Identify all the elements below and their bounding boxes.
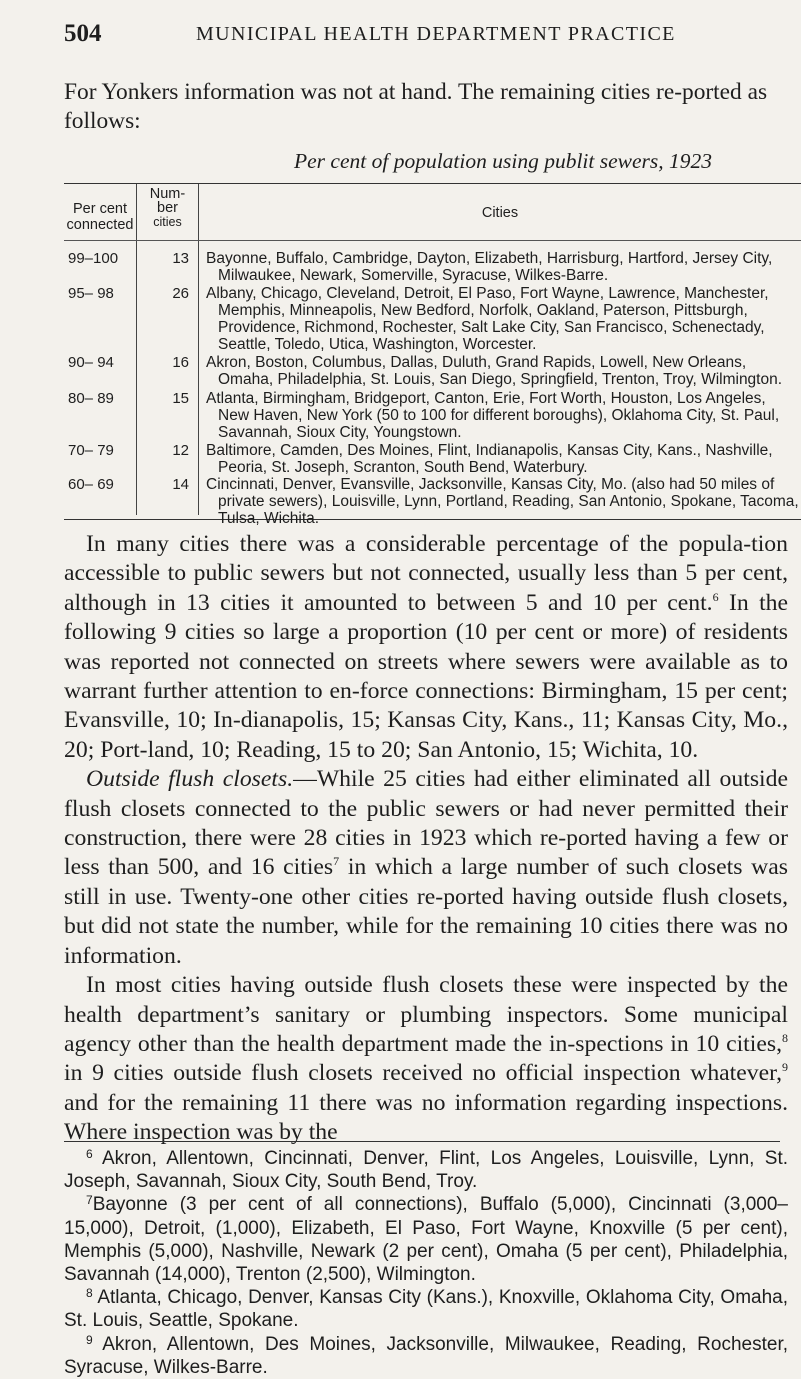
row-percent: 90– 94	[68, 354, 114, 371]
text-run: in which a large number of such closets was still in use. Twenty-one other cities re-ported having outside flush closets, but did not state the number, while for the remaining 10 cities there was no information.	[64, 854, 788, 969]
footnote-ref: 7	[333, 854, 340, 869]
header-text: Num-	[149, 186, 186, 202]
row-cities: Cincinnati, Denver, Evansville, Jacksonville, Kansas City, Mo. (also had 50 miles of private sewers), Louisville, Lynn, Portland, Reading, San Antonio, Spokane, Tacoma, Tulsa, Wichita.	[206, 476, 799, 527]
footnote-text: Akron, Allentown, Des Moines, Jacksonville, Milwaukee, Reading, Rochester, Syracuse, Wilkes-Barre.	[64, 1333, 788, 1378]
row-count: 15	[172, 390, 189, 407]
table-caption: Per cent of population using publit sewers, 1923	[294, 149, 713, 173]
sewer-table	[64, 183, 801, 527]
row-percent: 80– 89	[68, 390, 114, 407]
footnotes	[64, 1147, 788, 1379]
text-run: In most cities having outside flush closets these were inspected by the health department’s sanitary or plumbing inspectors. Some municipal agency other than the health department made the in-spections in 10 cities,	[64, 972, 788, 1057]
header-rule	[64, 240, 801, 241]
column-divider	[136, 184, 137, 515]
row-cities: Bayonne, Buffalo, Cambridge, Dayton, Elizabeth, Harrisburg, Hartford, Jersey City, Milwaukee, Newark, Somerville, Syracuse, Wilkes-Barre.	[206, 250, 773, 284]
header-text: connected	[66, 217, 134, 233]
text-run: In the following 9 cities so large a proportion (10 per cent or more) of residents was reported not connected on streets where sewers were available as to warrant further attention to en-force connections: Birmingham, 15 per cent; Evansville, 10; In-dianapolis, 15; Kansas City, Kans., 11; Kansas City, Mo., 20; Port-land, 10; Reading, 15 to 20; San Antonio, 15; Wichita, 10.	[64, 589, 789, 763]
page-number: 504	[64, 20, 102, 47]
row-cities: Atlanta, Birmingham, Bridgeport, Canton, Erie, Fort Worth, Houston, Los Angeles, New Haven, New York (50 to 100 for different boroughs), Oklahoma City, St. Paul, Savannah, Sioux City, Youngstown.	[206, 390, 780, 441]
row-cities: Akron, Boston, Columbus, Dallas, Duluth, Grand Rapids, Lowell, New Orleans, Omaha, Philadelphia, St. Louis, San Diego, Springfield, Trenton, Troy, Wilmington.	[206, 354, 783, 388]
row-cities: Baltimore, Camden, Des Moines, Flint, Indianapolis, Kansas City, Kans., Nashville, Peoria, St. Joseph, Scranton, South Bend, Waterbury.	[206, 442, 773, 476]
body-text	[64, 530, 788, 1148]
header-text: Per cent	[73, 201, 127, 217]
text-run: —While 25 cities had either eliminated all outside flush closets connected to the public sewers or had never permitted their construction, there were 28 cities in 1923 which re-ported having a few or less than 500, and 16 cities	[64, 766, 788, 881]
header-number-cities	[137, 187, 198, 229]
row-count: 12	[172, 442, 189, 459]
row-count: 16	[172, 354, 189, 371]
footnote-mark: 6	[86, 1147, 93, 1161]
footnote-rule	[64, 1141, 780, 1142]
text-run: In many cities there was a considerable percentage of the popula-tion accessible to public sewers but not connected, usually less than 5 per cent, although in 13 cities it amounted to between 5 and 10 per cent.	[64, 531, 788, 616]
row-count: 26	[172, 285, 189, 302]
footnote-ref: 6	[712, 589, 719, 604]
row-percent: 95– 98	[68, 285, 114, 302]
row-percent: 99–100	[68, 250, 119, 267]
footnote	[64, 1147, 788, 1193]
text-run: in 9 cities outside flush closets received no official inspection whatever,	[64, 1060, 782, 1087]
header-per-cent-connected	[64, 201, 136, 233]
run-in-heading: Outside flush closets.	[86, 766, 294, 793]
row-cities: Albany, Chicago, Cleveland, Detroit, El Paso, Fort Wayne, Lawrence, Manchester, Memphis, Minneapolis, New Bedford, Norfolk, Oakland, Paterson, Pittsburgh, Providence, Richmond, Rochester, Salt Lake City, San Francisco, Schenectady, Seattle, Toledo, Utica, Washington, Worcester.	[206, 285, 769, 353]
row-percent: 70– 79	[68, 442, 114, 459]
paragraph	[64, 530, 788, 765]
row-count: 14	[172, 476, 189, 493]
header-text: ber	[157, 200, 178, 216]
footnote-text: Bayonne (3 per cent of all connections), Buffalo (5,000), Cincinnati (3,000–15,000), Detroit, (1,000), Elizabeth, El Paso, Fort Wayne, Knoxville (5 per cent), Memphis (5,000), Nashville, Newark (2 per cent), Omaha (5 per cent), Philadelphia, Savannah (14,000), Trenton (2,500), Wilmington.	[64, 1194, 788, 1286]
footnote	[64, 1333, 788, 1379]
page-header	[64, 20, 764, 50]
footnote-text: Akron, Allentown, Cincinnati, Denver, Flint, Los Angeles, Louisville, Lynn, St. Joseph, Savannah, Sioux City, South Bend, Troy.	[64, 1148, 788, 1193]
header-text: cities	[153, 215, 182, 229]
footnote	[64, 1193, 788, 1286]
row-count: 13	[172, 250, 189, 267]
footnote	[64, 1286, 788, 1332]
footnote-text: Atlanta, Chicago, Denver, Kansas City (Kans.), Knoxville, Oklahoma City, Omaha, St. Louis, Seattle, Spokane.	[64, 1287, 788, 1332]
footnote-ref: 8	[782, 1030, 788, 1045]
intro-paragraph: For Yonkers information was not at hand. The remaining cities re-ported as follows:	[64, 79, 768, 134]
paragraph	[64, 765, 788, 971]
footnote-mark: 8	[86, 1286, 93, 1301]
running-title: MUNICIPAL HEALTH DEPARTMENT PRACTICE	[196, 23, 676, 45]
paragraph	[64, 971, 788, 1147]
footnote-mark: 9	[86, 1332, 93, 1347]
header-cities: Cities	[481, 205, 519, 221]
footnote-mark: 7	[86, 1193, 93, 1208]
column-divider	[198, 184, 199, 515]
text-run: and for the remaining 11 there was no information regarding inspections. Where inspection was by the	[64, 1089, 788, 1146]
row-percent: 60– 69	[68, 476, 114, 493]
footnote-ref: 9	[782, 1060, 788, 1075]
